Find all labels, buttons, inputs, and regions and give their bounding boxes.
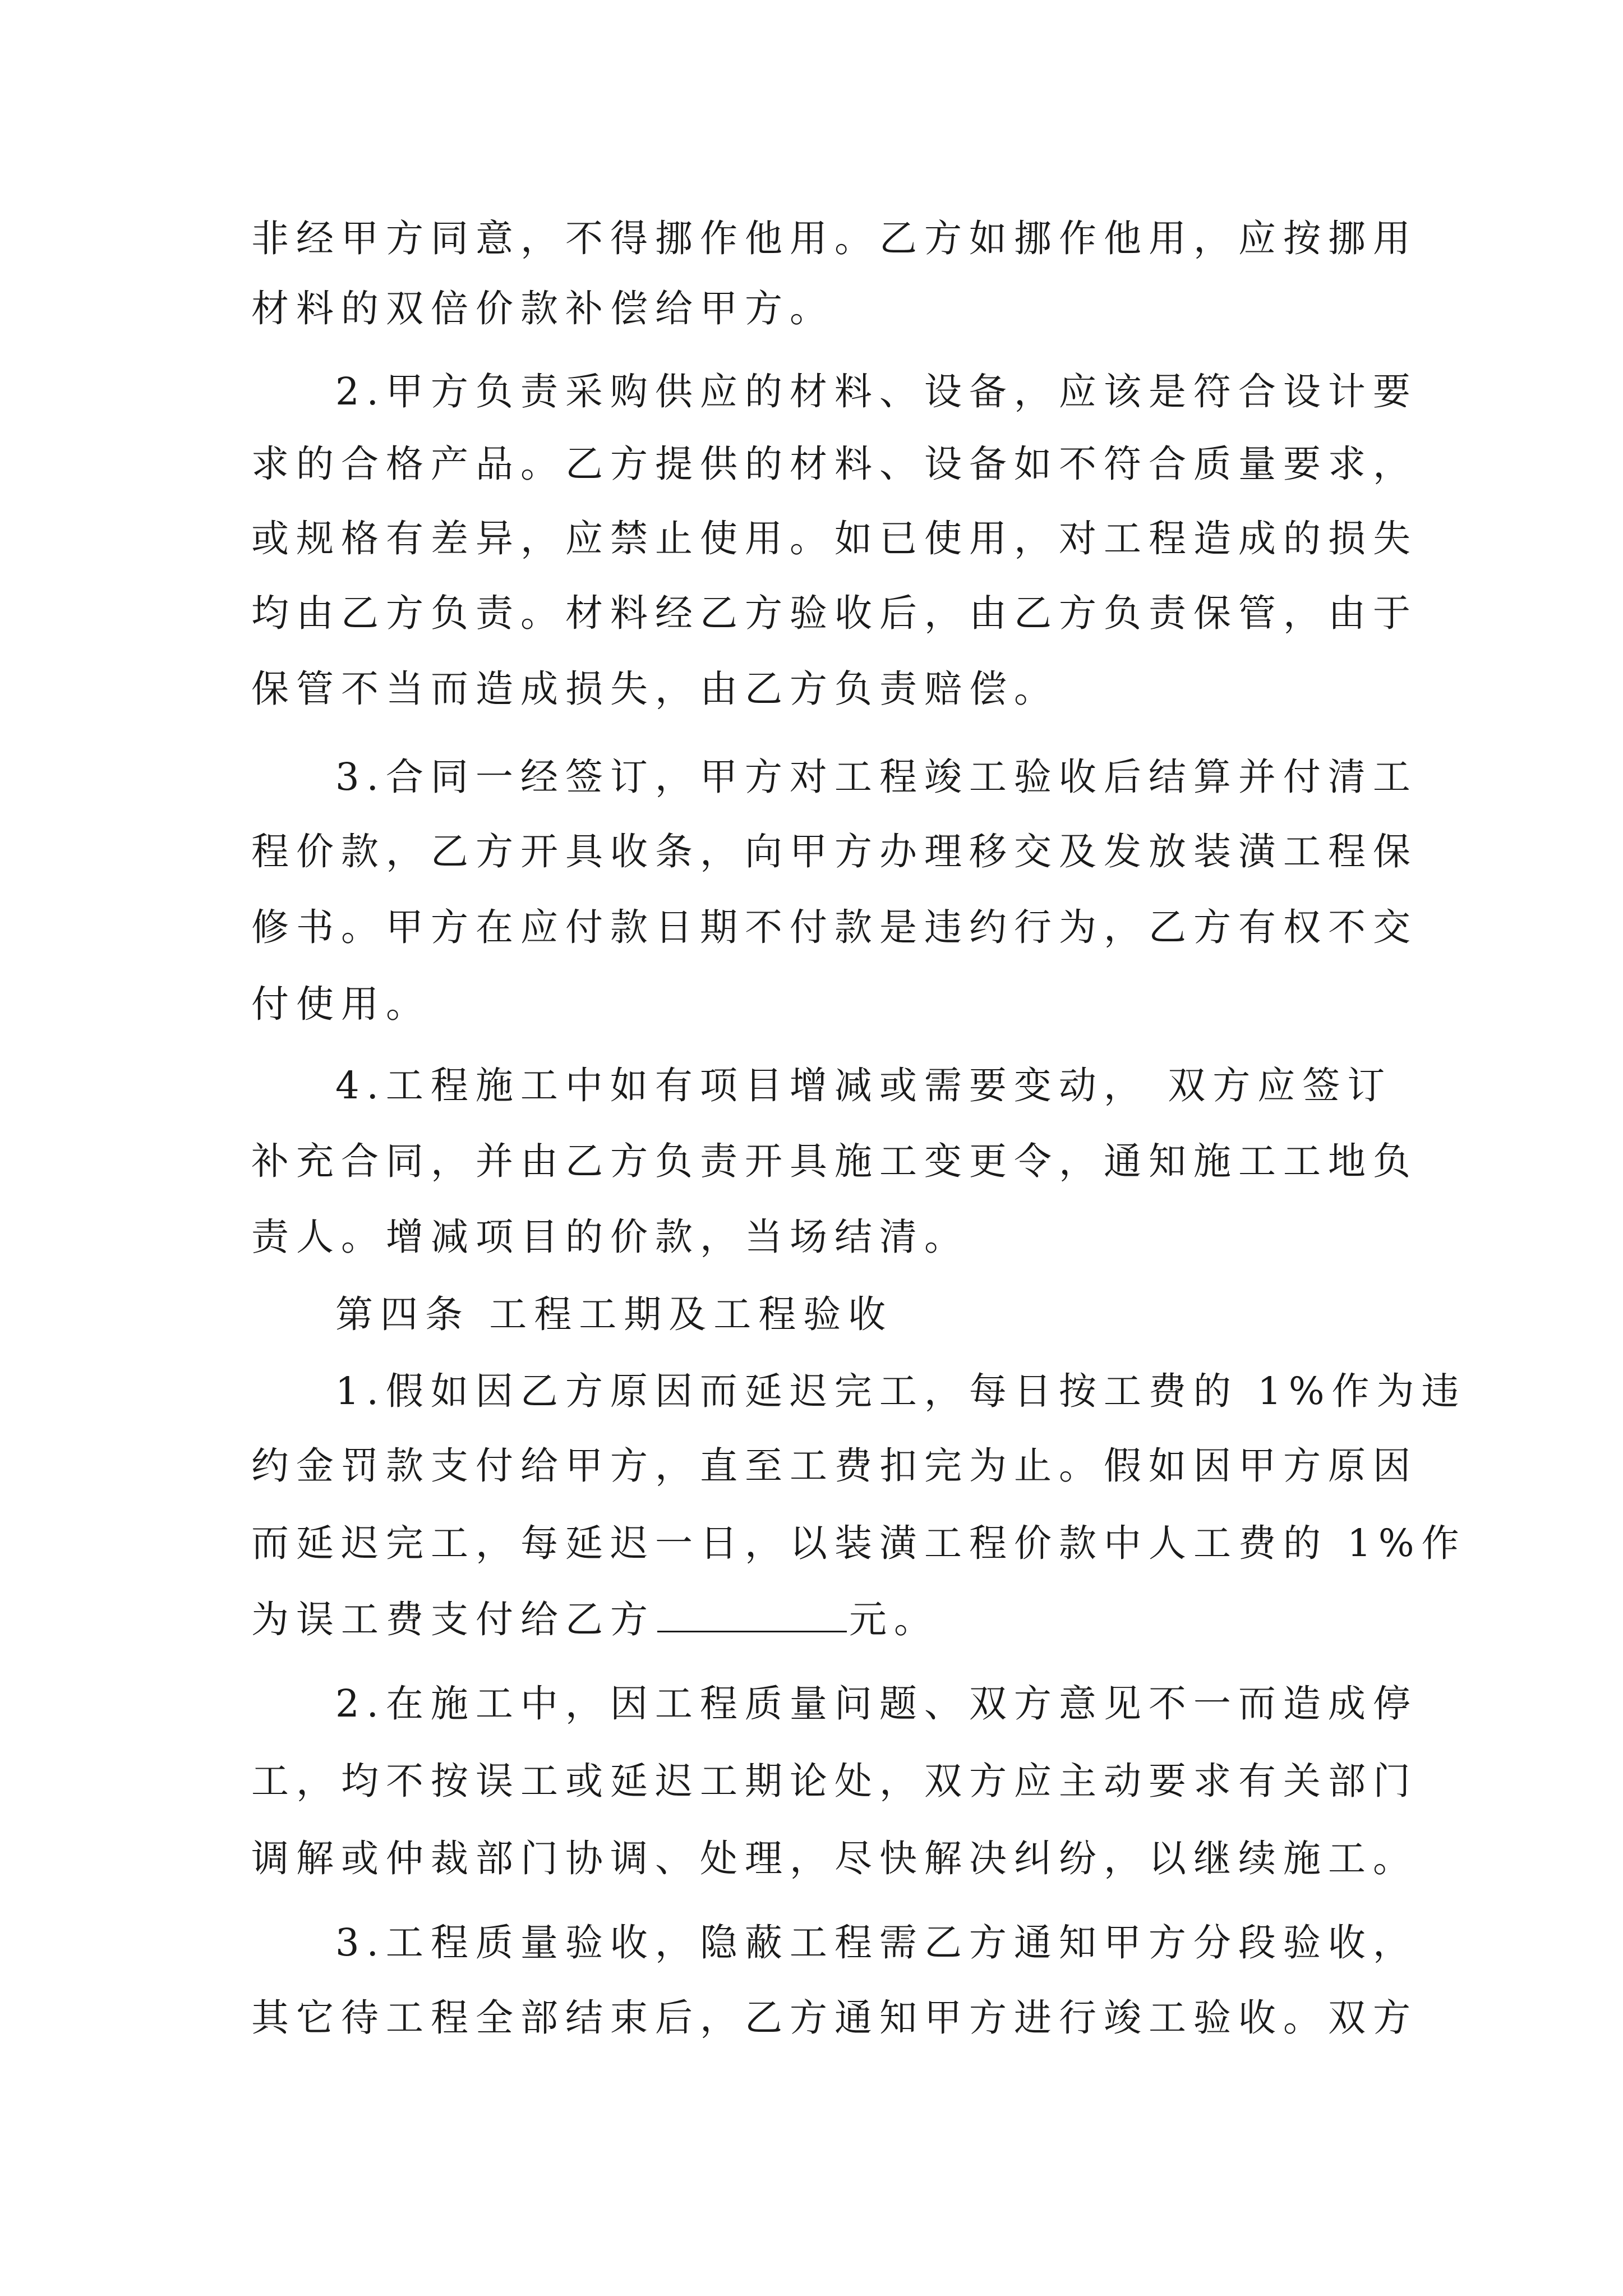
text-line: 求的合格产品。乙方提供的材料、设备如不符合质量要求， (251, 442, 1418, 486)
paragraph-start: 3.合同一经签订，甲方对工程竣工验收后结算并付清工 (335, 755, 1418, 799)
text-line: 修书。甲方在应付款日期不付款是违约行为，乙方有权不交 (251, 905, 1418, 949)
text-line: 均由乙方负责。材料经乙方验收后，由乙方负责保管，由于 (251, 591, 1418, 635)
text-line: 而延迟完工，每延迟一日，以装潢工程价款中人工费的 1%作 (251, 1521, 1467, 1565)
text-line-with-blank (251, 1594, 939, 1645)
paragraph-start: 1.假如因乙方原因而延迟完工，每日按工费的 1%作为违 (335, 1369, 1467, 1413)
text-line: 调解或仲裁部门协调、处理，尽快解决纠纷，以继续施工。 (251, 1837, 1418, 1880)
text-segment: 元。 (849, 1598, 939, 1641)
paragraph-start: 3.工程质量验收，隐蔽工程需乙方通知甲方分段验收， (335, 1921, 1418, 1964)
section-heading: 第四条 工程工期及工程验收 (335, 1292, 893, 1336)
text-line: 非经甲方同意，不得挪作他用。乙方如挪作他用，应按挪用 (251, 217, 1418, 260)
text-line: 补充合同，并由乙方负责开具施工变更令，通知施工工地负 (251, 1139, 1418, 1183)
text-line: 工，均不按误工或延迟工期论处，双方应主动要求有关部门 (251, 1759, 1418, 1803)
text-line: 付使用。 (251, 982, 431, 1026)
paragraph-start: 4.工程施工中如有项目增减或需要变动， 双方应签订 (335, 1064, 1393, 1107)
text-line: 或规格有差异，应禁止使用。如已使用，对工程造成的损失 (251, 517, 1418, 560)
text-line: 约金罚款支付给甲方，直至工费扣完为止。假如因甲方原因 (251, 1444, 1418, 1488)
paragraph-start: 2.甲方负责采购供应的材料、设备，应该是符合设计要 (335, 370, 1418, 413)
fill-in-blank (657, 1597, 847, 1632)
text-line: 责人。增减项目的价款，当场结清。 (251, 1215, 969, 1259)
paragraph-start: 2.在施工中，因工程质量问题、双方意见不一而造成停 (335, 1682, 1418, 1726)
text-line: 程价款，乙方开具收条，向甲方办理移交及发放装潢工程保 (251, 830, 1418, 873)
text-line: 保管不当而造成损失，由乙方负责赔偿。 (251, 667, 1059, 711)
text-segment: 为误工费支付给乙方 (251, 1598, 655, 1641)
text-line: 材料的双倍价款补偿给甲方。 (251, 287, 834, 330)
text-line: 其它待工程全部结束后，乙方通知甲方进行竣工验收。双方 (251, 1996, 1418, 2040)
